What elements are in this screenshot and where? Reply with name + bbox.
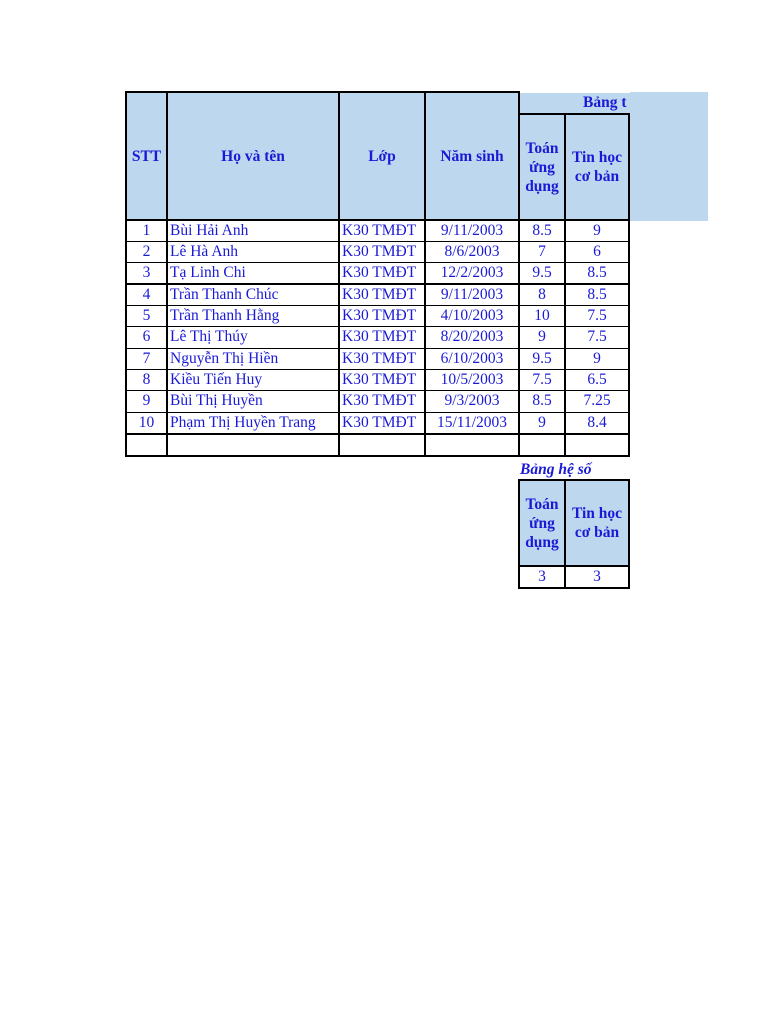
header-name: Họ và tên bbox=[221, 147, 285, 165]
cell-birth: 15/11/2003 bbox=[436, 414, 508, 431]
coef-header-it: Tin học cơ bản bbox=[571, 505, 623, 541]
cell-name: Tạ Linh Chi bbox=[170, 264, 246, 281]
cell-name: Trần Thanh Hằng bbox=[170, 307, 280, 324]
cell-class: K30 TMĐT bbox=[342, 286, 417, 303]
cell-math: 8 bbox=[538, 286, 546, 303]
cell-stt: 9 bbox=[142, 392, 151, 409]
header-math: Toán ứng dụng bbox=[525, 139, 559, 195]
cell-math: 7.5 bbox=[532, 371, 552, 388]
header-fill-extension bbox=[630, 92, 708, 221]
cell-class: K30 TMĐT bbox=[342, 243, 417, 260]
cell-name: Bùi Hải Anh bbox=[170, 222, 249, 239]
cell-math: 8.5 bbox=[532, 392, 552, 409]
table-caption: Bảng t bbox=[583, 94, 627, 111]
cell-stt: 6 bbox=[142, 328, 151, 345]
cell-stt: 8 bbox=[142, 371, 151, 388]
cell-it: 6 bbox=[593, 243, 601, 260]
header-it: Tin học cơ bản bbox=[571, 149, 623, 185]
header-stt: STT bbox=[131, 147, 162, 165]
cell-stt: 7 bbox=[142, 350, 151, 367]
cell-it: 9 bbox=[593, 222, 601, 239]
coef-value-math: 3 bbox=[538, 568, 546, 585]
cell-stt: 4 bbox=[142, 286, 151, 303]
cell-it: 7.5 bbox=[587, 307, 607, 324]
cell-math: 9.5 bbox=[532, 264, 552, 281]
cell-it: 7.25 bbox=[583, 392, 611, 409]
cell-name: Lê Thị Thúy bbox=[170, 328, 248, 345]
cell-birth: 9/11/2003 bbox=[440, 222, 504, 239]
coef-value-it: 3 bbox=[593, 568, 601, 585]
cell-math: 8.5 bbox=[532, 222, 552, 239]
coef-caption: Bảng hệ số bbox=[520, 461, 592, 478]
cell-it: 8.5 bbox=[587, 264, 607, 281]
cell-birth: 8/6/2003 bbox=[444, 243, 500, 260]
cell-math: 9.5 bbox=[532, 350, 552, 367]
cell-birth: 10/5/2003 bbox=[440, 371, 504, 388]
cell-birth: 6/10/2003 bbox=[440, 350, 504, 367]
cell-name: Kiều Tiến Huy bbox=[170, 371, 263, 388]
cell-class: K30 TMĐT bbox=[342, 264, 417, 281]
cell-math: 9 bbox=[538, 414, 546, 431]
cell-class: K30 TMĐT bbox=[342, 392, 417, 409]
cell-birth: 12/2/2003 bbox=[440, 264, 504, 281]
cell-math: 7 bbox=[538, 243, 546, 260]
cell-birth: 8/20/2003 bbox=[440, 328, 504, 345]
cell-it: 9 bbox=[593, 350, 601, 367]
cell-birth: 9/3/2003 bbox=[444, 392, 500, 409]
cell-name: Lê Hà Anh bbox=[170, 243, 239, 260]
cell-name: Trần Thanh Chúc bbox=[170, 286, 279, 303]
cell-birth: 4/10/2003 bbox=[440, 307, 504, 324]
cell-stt: 10 bbox=[138, 414, 155, 431]
header-class: Lớp bbox=[368, 147, 396, 165]
cell-stt: 2 bbox=[142, 243, 151, 260]
cell-class: K30 TMĐT bbox=[342, 350, 417, 367]
cell-it: 8.4 bbox=[587, 414, 607, 431]
cell-stt: 1 bbox=[142, 222, 151, 239]
header-birth: Năm sinh bbox=[440, 147, 504, 165]
cell-it: 8.5 bbox=[587, 286, 607, 303]
cell-birth: 9/11/2003 bbox=[440, 286, 504, 303]
cell-class: K30 TMĐT bbox=[342, 222, 417, 239]
cell-stt: 3 bbox=[142, 264, 151, 281]
cell-name: Bùi Thị Huyền bbox=[170, 392, 263, 409]
cell-class: K30 TMĐT bbox=[342, 328, 417, 345]
cell-class: K30 TMĐT bbox=[342, 414, 417, 431]
cell-class: K30 TMĐT bbox=[342, 371, 417, 388]
cell-math: 9 bbox=[538, 328, 546, 345]
cell-math: 10 bbox=[534, 307, 550, 324]
coef-header-math: Toán ứng dụng bbox=[525, 495, 559, 551]
cell-stt: 5 bbox=[142, 307, 151, 324]
cell-it: 6.5 bbox=[587, 371, 607, 388]
cell-name: Nguyễn Thị Hiền bbox=[170, 350, 279, 367]
cell-class: K30 TMĐT bbox=[342, 307, 417, 324]
cell-it: 7.5 bbox=[587, 328, 607, 345]
cell-name: Phạm Thị Huyền Trang bbox=[170, 414, 316, 431]
